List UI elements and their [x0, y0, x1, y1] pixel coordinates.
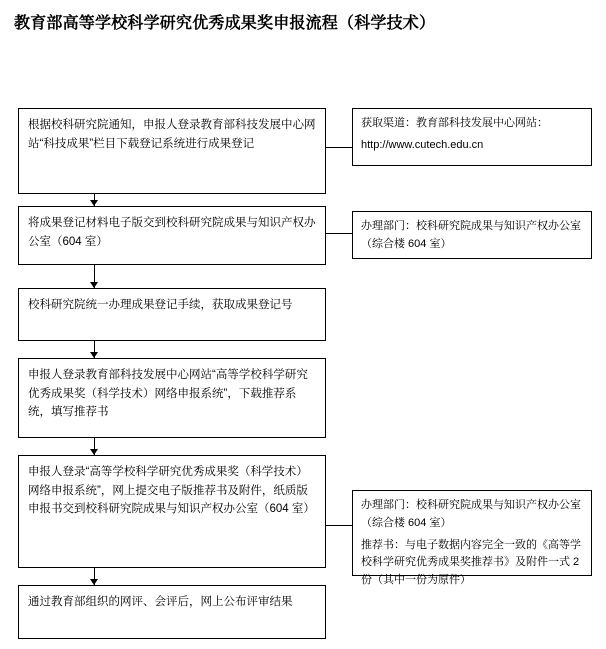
annotation-channel: [352, 108, 592, 166]
annotation-channel-url: http://www.cutech.edu.cn: [361, 138, 484, 151]
step-5: [18, 455, 326, 568]
step-5-text: 申报人登录“高等学校科学研究优秀成果奖（科学技术）网络申报系统”，网上提交电子版推荐书及附件，纸质版申报书交到校科研究院成果与知识产权办公室（604 室）: [28, 466, 315, 516]
connector-step2-annotation: [326, 233, 352, 234]
annotation-department-2-line-2: 推荐书：与电子数据内容完全一致的《高等学校科学研究优秀成果奖推荐书》及附件一式 2 份（其中一份为原件）: [361, 538, 581, 587]
step-3-text: 校科研究院统一办理成果登记手续，获取成果登记号: [28, 299, 293, 311]
step-1: [18, 108, 326, 194]
step-2: [18, 206, 326, 265]
step-3: [18, 288, 326, 341]
annotation-department-1: [352, 211, 592, 259]
annotation-department-1-line-1: 办理部门：校科研究院成果与知识产权办公室（综合楼 604 室）: [361, 220, 581, 250]
step-2-text: 将成果登记材料电子版交到校科研究院成果与知识产权办公室（604 室）: [28, 217, 316, 248]
step-4-text: 申报人登录教育部科技发展中心网站“高等学校科学研究优秀成果奖（科学技术）网络申报系统”，下载推荐系统，填写推荐书: [28, 369, 308, 419]
step-6: [18, 585, 326, 639]
page-title: 教育部高等学校科学研究优秀成果奖申报流程（科学技术）: [14, 15, 436, 32]
connector-step1-annotation: [326, 147, 352, 148]
connector-step5-annotation: [326, 525, 352, 526]
step-1-text: 根据校科研究院通知，申报人登录教育部科技发展中心网站“科技成果”栏目下载登记系统进行成果登记: [28, 119, 316, 150]
step-4: [18, 358, 326, 438]
step-6-text: 通过教育部组织的网评、会评后，网上公布评审结果: [28, 596, 293, 608]
annotation-department-2-line-1: 办理部门：校科研究院成果与知识产权办公室（综合楼 604 室）: [361, 499, 581, 529]
annotation-department-2: [352, 490, 592, 587]
annotation-channel-line-1: 获取渠道：教育部科技发展中心网站：: [361, 117, 548, 129]
